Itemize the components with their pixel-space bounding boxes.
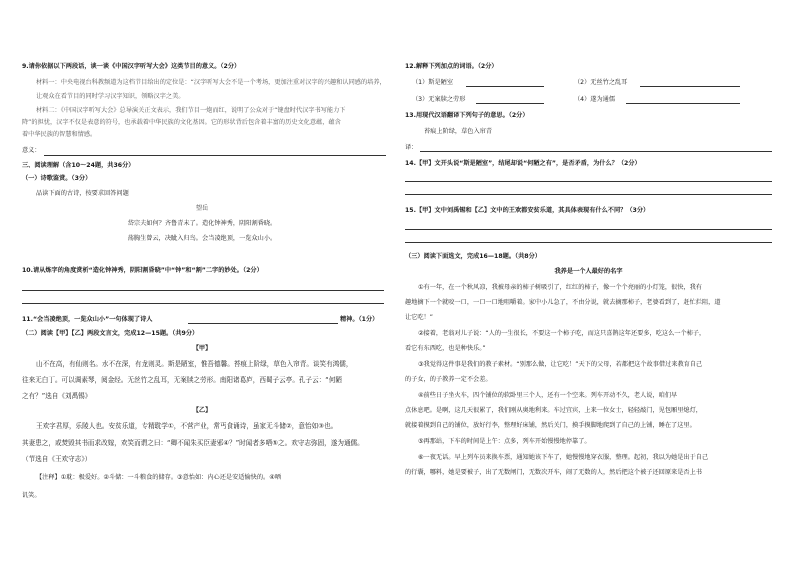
q15-answer-line-1[interactable]: [405, 229, 772, 230]
q9-material1-line2: 让观众在看节目的同时学习汉字知识，领略汉字之美。: [36, 93, 185, 100]
q13-prompt: 13.用现代汉语翻译下列句子的意思。（2分）: [405, 112, 529, 119]
q13-answer-line[interactable]: [420, 151, 772, 152]
q15-answer-line-2[interactable]: [405, 242, 772, 243]
q12-item-3: （3）无案牍之劳形: [412, 96, 466, 103]
q12-blank-2[interactable]: [640, 86, 740, 87]
passage-jia-line-3: 之有？”选自《刘禹锡》: [22, 392, 92, 400]
poem-instruction: 品读下面的古诗，按要求回答问题: [36, 190, 129, 197]
q9-material2-line2: 降”的担忧，汉字不仅是表意的符号，也承载着中华民族的文化基因。它的形状背后包含着丰富的历史文化意蕴，蕴含: [22, 119, 341, 126]
q9-material2-line3: 着中华民族的智慧和情感。: [22, 131, 97, 138]
essay-p3-line-2: 的子女，的子教养一定不会差。: [405, 376, 492, 383]
q11-prompt-suffix: 精神。（1分）: [340, 316, 379, 323]
section3-heading: 三、阅读理解（含10～24题，共36分）: [22, 162, 135, 169]
q11-answer-blank[interactable]: [188, 323, 338, 324]
q13-sentence: 苔痕上阶绿，草色入帘青: [424, 128, 493, 135]
essay-p1-line-3: 让它吃！”: [405, 314, 433, 321]
essay-p2-line-2: 看它有东西吃，也是种快乐。”: [405, 345, 486, 352]
q10-prompt: 10.请从炼字的角度赏析“造化钟神秀，阴阳割昏晓”中“钟”和“割”二字的妙处。（2分）: [22, 267, 263, 274]
notes-line-2: 讥笑。: [22, 492, 41, 499]
essay-p2-line-1: ②接着，老翁对儿子说：“人的一生很长，不要这一个柿子吃，而这只喜鹊这年还要多，吃这么一个柿子，: [418, 330, 706, 337]
essay-p4-line-2: 点休息吧。是啊，这几天很累了，我们刚从奥地利来。车过宜宾，上来一位女士，轻轻敲门，见包厢里熄灯，: [405, 407, 702, 414]
essay-title: 我养是一个人最好的名字: [554, 268, 623, 275]
essay-p1-line-1: ①有一年，在一个秋风凉，我被母亲的柿子树吸引了，红红的柿子，像一个个亮丽的小灯笼，很快，我有: [418, 284, 702, 291]
q15-prompt: 15.【甲】文中刘禹锡和【乙】文中的王欢都安贫乐道，其具体表现有什么不同？（3分）: [405, 207, 650, 214]
passage-yi-line-2: 其妻患之，或焚毁其书而求改嫁，欢笑而谓之曰：“卿不闻朱买臣妻邪④？”时闻者多哂⑤之。欢守志弥固，遂为通儒。: [22, 439, 364, 447]
passage-jia-tag: 【甲】: [192, 345, 212, 352]
q9-material1-line1: 材料一：中央电视台科教频道为这档节目给出的定位是：“汉字听写大会不是一个考场，更加注重对汉字的兴趣和认同感的培养，: [36, 79, 386, 86]
passage-jia-line-1: 山不在高，有仙则名。水不在深，有龙则灵。斯是陋室，惟吾德馨。苔痕上阶绿，草色入帘青。谈笑有鸿儒，: [36, 360, 353, 368]
essay-p4-line-1: ④前些日子坐火车，四个铺位的软卧里三个人，还有一个空来。列车开动不久，老人说，咱们早: [418, 392, 678, 399]
q10-answer-line-2[interactable]: [22, 303, 384, 304]
section3-subheading-modern: （三）阅读下面选文，完成16—18题。（共8分）: [405, 253, 541, 260]
q9-answer-label: 意义：: [22, 147, 41, 154]
passage-yi-tag: 【乙】: [192, 407, 212, 414]
q12-blank-1[interactable]: [466, 86, 544, 87]
q12-prompt: 12.解释下列加点的词语。（2分）: [405, 63, 498, 70]
q11-prompt-prefix: 11.“会当凌绝顶，一览众山小”一句体现了诗人: [22, 316, 153, 323]
notes-line-1: 【注释】①耽：极爱好。②斗储：一斗粮食的储存。③意怡如：内心还是安适愉快的。④哂: [36, 474, 281, 481]
essay-p5-line-1: ⑤再那站，下车的时间是上午：点多，列车开始慢慢地停靠了。: [418, 438, 591, 445]
passage-yi-line-1: 王欢字君厚，乐陵人也。安贫乐道，专精耽学①，不营产业，常丐食诵诗，虽家无斗储②，意怡如③也。: [36, 422, 338, 430]
poem-title: 望岳: [195, 205, 209, 212]
q9-answer-line[interactable]: [44, 155, 386, 156]
q14-answer-line-2[interactable]: [405, 194, 772, 195]
passage-yi-line-3: （节选自《王欢守志》）: [22, 455, 92, 463]
essay-p6-line-2: 的行囊，哪料，她是要被子，出了无数闸门，无数次开车，闹了无数的人，然后把这个被子还回原来是否上书: [405, 469, 702, 476]
essay-p6-line-1: ⑥一夜无话。早上列车员来换车票，通知她该下车了，她慢慢地穿衣服，整理。起初，我以为她是出于自己: [418, 454, 709, 461]
q12-item-4: （4）遂为通儒: [574, 96, 616, 103]
passage-jia-line-2: 往来无白丁。可以调素琴，阅金经。无丝竹之乱耳，无案牍之劳形。南阳诸葛庐，西蜀子云亭。孔子云：“何陋: [22, 376, 342, 384]
q9-prompt: 9.请你依据以下两段话，谈一谈《中国汉字听写大会》这类节目的意义。（2分）: [22, 63, 241, 70]
q12-item-2: （2）无丝竹之乱耳: [574, 79, 628, 86]
essay-p3-line-1: ③我觉得这件事是我们的教子素材。“别那么做，让它吃！”天下的父母，若都把这个故事借过来教育自己: [418, 361, 703, 368]
q14-prompt: 14.【甲】文开头说“斯是陋室”，结尾却说“何陋之有”，是否矛盾，为什么？（2分）: [405, 160, 641, 167]
q14-answer-line-1[interactable]: [405, 181, 772, 182]
q12-blank-3[interactable]: [476, 103, 544, 104]
q12-item-1: （1）斯是陋室: [412, 79, 454, 86]
poem-line-1: 岱宗夫如何？齐鲁青未了。造化钟神秀，阴阳割昏晓。: [127, 220, 277, 227]
q12-blank-4[interactable]: [626, 103, 740, 104]
q9-material2-line1: 材料二：《中国汉字听写大会》总导演关正文表示，我们节目一炮而红，说明了公众对于“键盘时代汉字书写能力下: [36, 107, 346, 114]
section3-subheading-poetry: （一）诗歌鉴赏。（3分）: [22, 175, 92, 182]
essay-p1-line-2: 趣地摘下一个就咬一口，一口一口地咀嚼着。家中小儿急了，不由分说，就去摘那柿子，老婆看到了，赶忙拦阻，道: [405, 299, 721, 306]
essay-p4-line-3: 就接着摸到自己的铺位，放好行李，整理好床铺，然后关门，摸手摸脚地爬到了自己的上铺，睡在了这里。: [405, 422, 696, 429]
poem-line-2: 荡胸生曾云，决眦入归鸟。会当凌绝顶，一览众山小。: [127, 235, 277, 242]
q10-answer-line-1[interactable]: [22, 290, 384, 291]
q13-answer-label: 译：: [405, 144, 418, 151]
section3-subheading-classical: （二）阅读【甲】【乙】两段文言文，完成12—15题。（共9分）: [22, 330, 199, 337]
